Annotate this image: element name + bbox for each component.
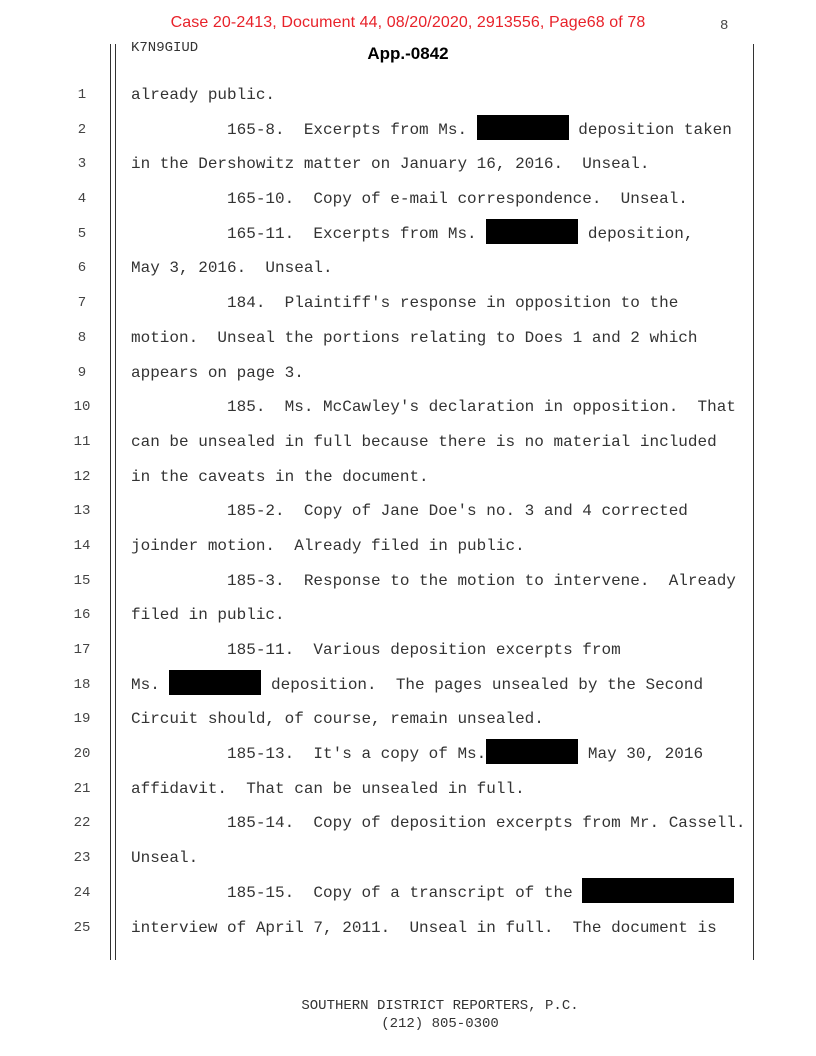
margin-rule-right — [753, 44, 754, 960]
line-text: May 3, 2016. Unseal. — [131, 259, 333, 278]
court-filing-stamp: Case 20-2413, Document 44, 08/20/2020, 2913556, Page68 of 78 — [170, 14, 646, 31]
transcript-line — [131, 529, 751, 564]
transcript-line — [131, 668, 751, 703]
transcript-line — [131, 356, 751, 391]
line-number: 24 — [73, 884, 91, 901]
line-text: affidavit. That can be unsealed in full. — [131, 779, 525, 798]
line-text: 185. Ms. McCawley's declaration in opposition. That — [131, 398, 736, 417]
transcript-line — [131, 876, 751, 911]
reporter-footer — [0, 997, 816, 1033]
transcript-line — [131, 911, 751, 946]
page-number: 8 — [720, 18, 729, 34]
line-text: joinder motion. Already filed in public. — [131, 536, 525, 555]
transcript-line — [131, 78, 751, 113]
transcript-line — [131, 113, 751, 148]
margin-rule-left-outer — [110, 44, 111, 960]
transcript-body — [131, 78, 751, 945]
case-code: K7N9GIUD — [131, 40, 199, 56]
transcript-line — [131, 564, 751, 599]
line-number: 15 — [73, 572, 91, 589]
line-text: 185-2. Copy of Jane Doe's no. 3 and 4 corrected — [131, 502, 688, 521]
line-text-after-redaction: May 30, 2016 — [578, 745, 704, 764]
transcript-line — [131, 772, 751, 807]
transcript-line — [131, 251, 751, 286]
transcript-line — [131, 286, 751, 321]
transcript-line — [131, 633, 751, 668]
line-text: appears on page 3. — [131, 363, 304, 382]
margin-rule-left-inner — [115, 44, 116, 960]
transcript-line — [131, 460, 751, 495]
line-number: 12 — [73, 468, 91, 485]
redaction-block — [582, 878, 734, 903]
line-number: 16 — [73, 607, 91, 624]
line-text: 165-10. Copy of e-mail correspondence. Unseal. — [131, 190, 688, 209]
line-text-after-redaction: deposition taken — [568, 120, 732, 139]
line-text: in the caveats in the document. — [131, 467, 429, 486]
line-number: 14 — [73, 537, 91, 554]
line-text: 165-8. Excerpts from Ms. — [131, 120, 477, 139]
line-number: 6 — [77, 260, 87, 277]
line-text: can be unsealed in full because there is no material included — [131, 432, 717, 451]
transcript-line — [131, 425, 751, 460]
transcript-line — [131, 702, 751, 737]
transcript-line — [131, 737, 751, 772]
redaction-block — [486, 219, 578, 244]
transcript-line — [131, 217, 751, 252]
line-text: in the Dershowitz matter on January 16, 2016. Unseal. — [131, 155, 650, 174]
line-number: 7 — [77, 295, 87, 312]
transcript-line — [131, 390, 751, 425]
line-number: 9 — [77, 364, 87, 381]
line-text: motion. Unseal the portions relating to Does 1 and 2 which — [131, 328, 698, 347]
line-text-after-redaction: deposition, — [578, 224, 694, 243]
line-text: Ms. — [131, 675, 170, 694]
line-text: 165-11. Excerpts from Ms. — [131, 224, 487, 243]
line-number: 1 — [77, 87, 87, 103]
redaction-block — [486, 739, 578, 764]
line-number: 8 — [77, 329, 87, 346]
line-text: 185-11. Various deposition excerpts from — [131, 641, 621, 659]
transcript-line — [131, 494, 751, 529]
line-text: interview of April 7, 2011. Unseal in full. The document is — [131, 918, 717, 937]
redaction-block — [169, 670, 261, 695]
line-number: 5 — [77, 225, 87, 242]
line-number: 3 — [77, 156, 87, 173]
line-number: 19 — [73, 711, 91, 728]
line-number: 4 — [77, 191, 87, 208]
line-number-column — [62, 78, 102, 945]
transcript-line — [131, 598, 751, 633]
line-text-after-redaction: deposition. The pages unsealed by the Second — [261, 675, 704, 694]
line-number: 21 — [73, 780, 91, 797]
line-number: 2 — [77, 121, 87, 138]
line-number: 13 — [73, 503, 91, 520]
line-number: 18 — [73, 676, 91, 693]
line-text: 185-3. Response to the motion to intervene. Already — [131, 571, 736, 590]
line-number: 22 — [73, 815, 91, 832]
line-number: 17 — [73, 642, 91, 658]
transcript-line — [131, 182, 751, 217]
line-text: 184. Plaintiff's response in opposition to the — [131, 294, 679, 313]
line-number: 10 — [73, 399, 91, 416]
line-number: 23 — [73, 850, 91, 867]
transcript-line — [131, 321, 751, 356]
line-number: 25 — [73, 919, 91, 936]
transcript-line — [131, 806, 751, 841]
line-text: filed in public. — [131, 606, 285, 625]
line-number: 20 — [73, 746, 91, 763]
line-text: 185-15. Copy of a transcript of the — [131, 883, 583, 902]
appendix-number: App.-0842 — [367, 44, 449, 63]
line-text: Unseal. — [131, 849, 199, 868]
transcript-line — [131, 841, 751, 876]
redaction-block — [477, 115, 569, 140]
reporter-name: SOUTHERN DISTRICT REPORTERS, P.C. — [301, 998, 579, 1014]
transcript-line — [131, 147, 751, 182]
line-text: Circuit should, of course, remain unsealed. — [131, 710, 544, 729]
line-number: 11 — [73, 433, 91, 450]
line-text: 185-13. It's a copy of Ms. — [131, 745, 487, 764]
line-text: already public. — [131, 86, 276, 104]
line-text: 185-14. Copy of deposition excerpts from Mr. Cassell. — [131, 814, 746, 833]
reporter-phone: (212) 805-0300 — [381, 1016, 499, 1032]
